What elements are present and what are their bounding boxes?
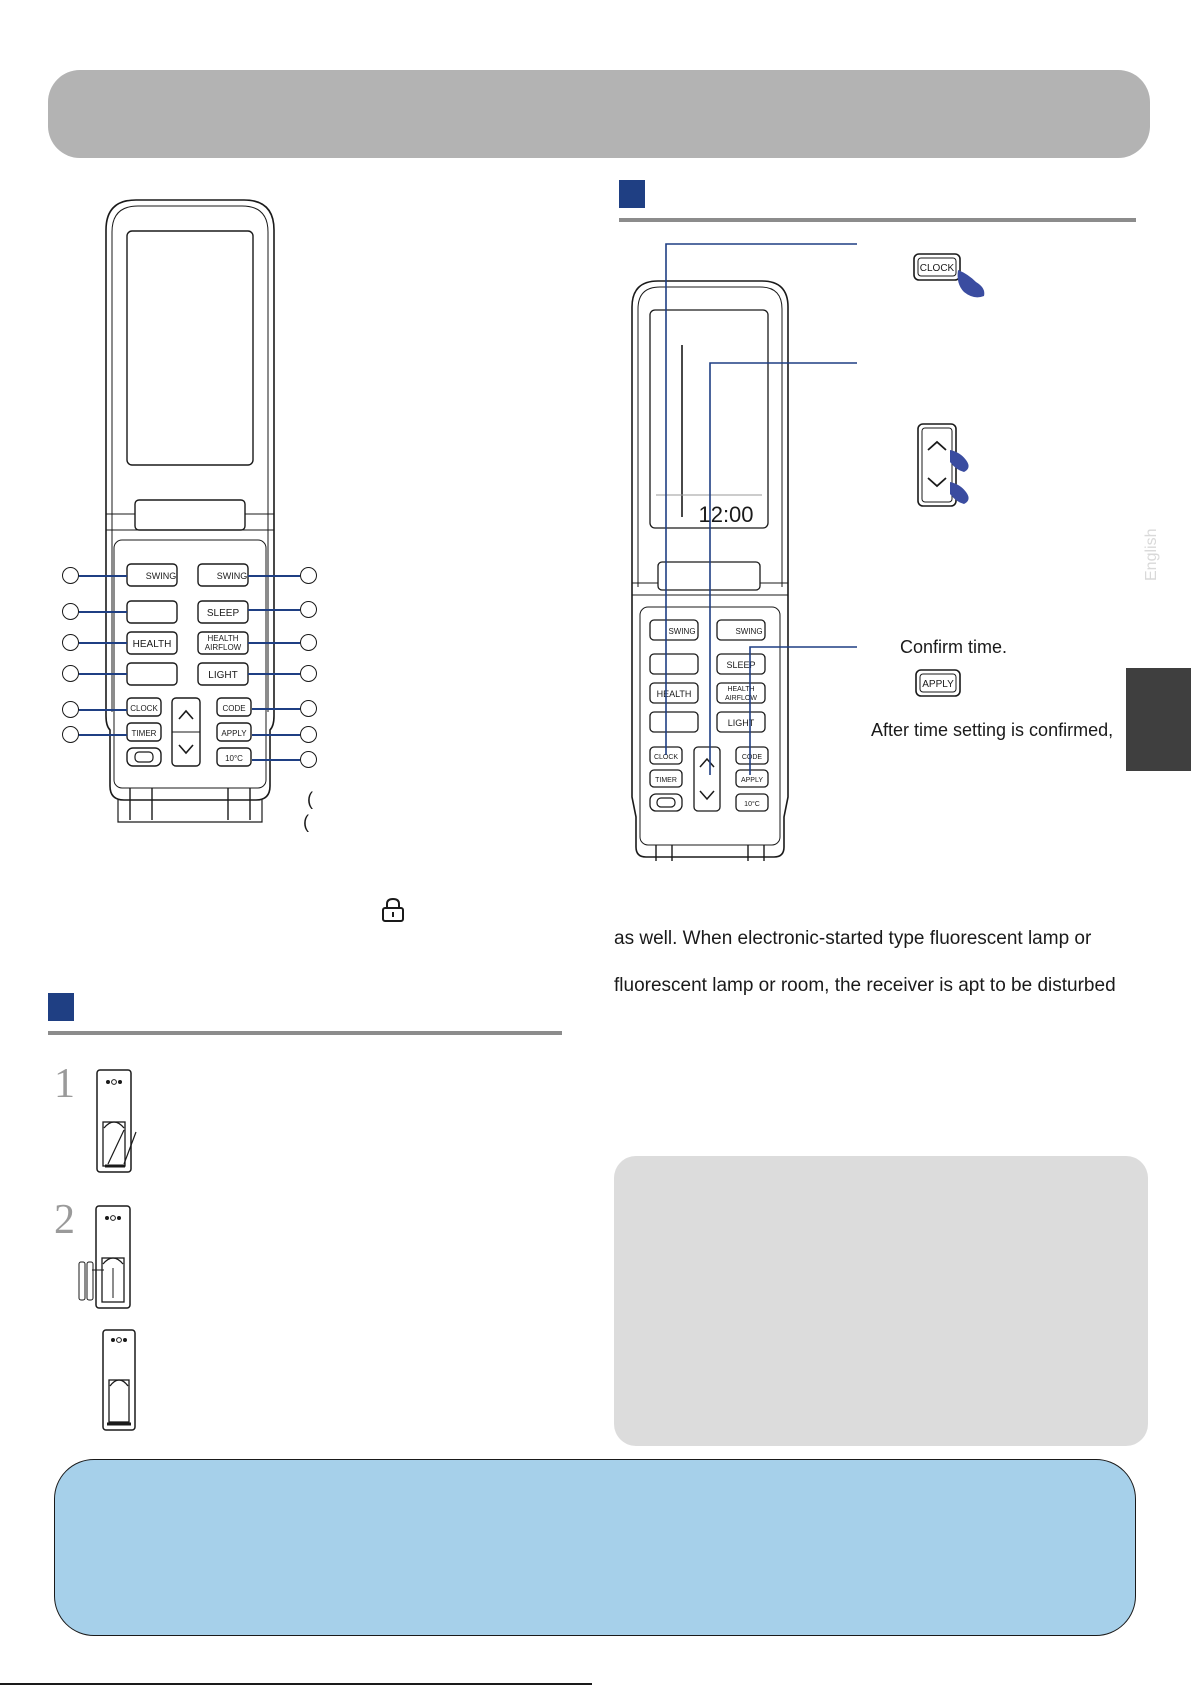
sleep-label: SLEEP <box>726 660 756 670</box>
remote-insert-batteries <box>76 1204 136 1315</box>
callout-line <box>248 673 300 675</box>
clock-button-illustration <box>912 252 1002 305</box>
swing-right-label: SWING <box>216 571 248 581</box>
note-box <box>614 1156 1148 1446</box>
callout-line <box>252 708 300 710</box>
callout-line <box>252 734 300 736</box>
callout-number <box>300 700 317 717</box>
code-label: CODE <box>741 754 763 761</box>
paragraph-line-1: as well. When electronic-started type fluorescent lamp or <box>614 928 1092 949</box>
callout-line <box>248 575 300 577</box>
callout-line <box>248 642 300 644</box>
health-airflow-label-1: HEALTH <box>207 634 239 643</box>
callout-number <box>62 701 79 718</box>
callout-line <box>252 759 300 761</box>
health-label: HEALTH <box>656 689 692 699</box>
section-rule-battery <box>48 1031 562 1035</box>
callout-number <box>62 665 79 682</box>
callout-paren: ( <box>307 789 313 809</box>
language-tab-label: English <box>1143 528 1160 582</box>
remote-back-cover-closed <box>100 1328 140 1437</box>
callout-line <box>79 673 127 675</box>
callout-number <box>62 567 79 584</box>
code-label: CODE <box>222 704 246 713</box>
callout-line <box>79 575 127 577</box>
callout-line <box>79 734 127 736</box>
callout-number <box>300 567 317 584</box>
health-airflow-label-2: AIRFLOW <box>204 643 242 652</box>
light-label: LIGHT <box>727 718 755 728</box>
callout-line <box>79 611 127 613</box>
clock-label: CLOCK <box>653 754 679 761</box>
remote-back-cover-open <box>94 1068 140 1179</box>
clock-button-label: CLOCK <box>919 263 955 274</box>
sleep-label: SLEEP <box>206 608 240 619</box>
callout-line <box>79 642 127 644</box>
apply-label: APPLY <box>221 729 247 738</box>
apply-button-label: APPLY <box>922 679 954 690</box>
callout-line <box>248 609 300 611</box>
apply-button-illustration <box>914 668 964 705</box>
callout-number <box>300 601 317 618</box>
timer-label: TIMER <box>655 777 677 784</box>
swing-left-label: SWING <box>668 627 696 636</box>
section-marker-clock <box>619 180 645 208</box>
callout-number <box>62 603 79 620</box>
clock-callout-lines <box>600 230 860 810</box>
after-confirm-text: After time setting is confirmed, <box>871 720 1114 740</box>
callout-paren: ( <box>303 812 309 832</box>
apply-label: APPLY <box>740 777 764 784</box>
confirm-time-text: Confirm time. <box>900 637 1008 657</box>
callout-number <box>300 634 317 651</box>
callout-number <box>62 634 79 651</box>
display-time: 12:00 <box>698 502 754 527</box>
swing-left-label: SWING <box>145 571 177 581</box>
ten-c-label: 10°C <box>225 754 243 763</box>
light-label: LIGHT <box>208 670 238 681</box>
clock-label: CLOCK <box>130 704 158 713</box>
info-box <box>54 1459 1136 1636</box>
up-down-button-illustration <box>916 422 1006 515</box>
remote-control-diagram <box>100 196 280 826</box>
section-rule-clock <box>619 218 1136 222</box>
callout-number <box>300 751 317 768</box>
chapter-side-tab <box>1126 668 1191 771</box>
ten-c-label: 10°C <box>744 801 760 808</box>
swing-right-label: SWING <box>735 627 763 636</box>
lock-icon <box>380 897 406 923</box>
health-label: HEALTH <box>132 639 172 650</box>
callout-number <box>62 726 79 743</box>
health-airflow-label-1: HEALTH <box>727 686 755 693</box>
health-airflow-label-2: AIRFLOW <box>725 695 757 702</box>
step-number-2: 2 <box>54 1197 75 1243</box>
step-number-1: 1 <box>54 1061 75 1107</box>
header-band <box>48 70 1150 158</box>
callout-number <box>300 726 317 743</box>
callout-number <box>300 665 317 682</box>
section-marker-battery <box>48 993 74 1021</box>
timer-label: TIMER <box>131 729 157 738</box>
paragraph-line-2: fluorescent lamp or room, the receiver is apt to be disturbed <box>614 975 1116 996</box>
callout-line <box>79 709 127 711</box>
